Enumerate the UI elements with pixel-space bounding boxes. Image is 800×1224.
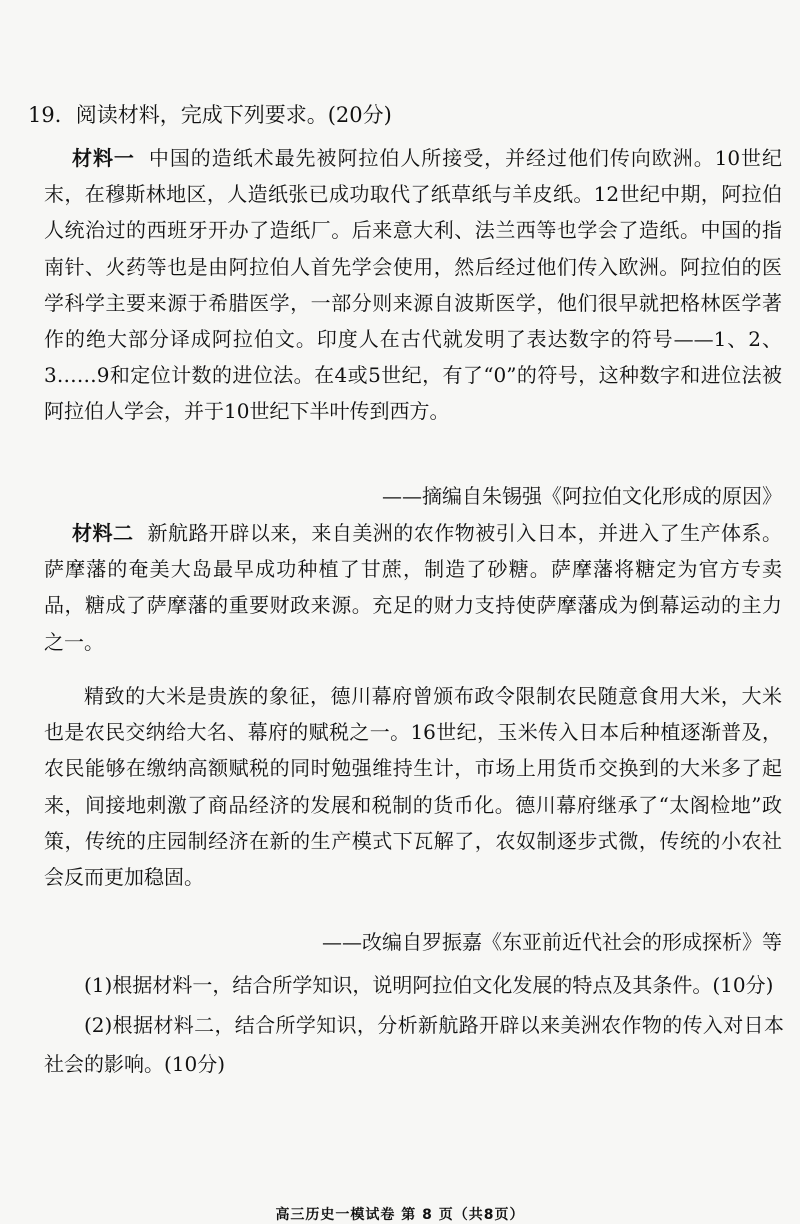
task-one: (1)根据材料一，结合所学知识，说明阿拉伯文化发展的特点及其条件。(10分) <box>84 973 774 997</box>
page-footer: 高三历史一模试卷 第 8 页（共8页） <box>275 1207 525 1223</box>
material-one-paragraph <box>44 140 782 430</box>
material-two-paragraph-1 <box>44 515 782 660</box>
material-one-source: ——摘编自朱锡强《阿拉伯文化形成的原因》 <box>382 484 782 508</box>
material-two-source: ——改编自罗振嘉《东亚前近代社会的形成探析》等 <box>322 930 782 954</box>
task-two: (2)根据材料二，结合所学知识，分析新航路开辟以来美洲农作物的传入对日本社会的影响。(10分) <box>44 1013 784 1076</box>
question-title: 19．阅读材料，完成下列要求。(20分) <box>28 103 392 127</box>
material-two-paragraph-2: 精致的大米是贵族的象征，德川幕府曾颁布政令限制农民随意食用大米，大米也是农民交纳给大名、幕府的赋税之一。16世纪，玉米传入日本后种植逐渐普及，农民能够在缴纳高额赋税的同时勉强维持生计，市场上用货币交换到的大米多了起来，间接地刺激了商品经济的发展和税制的货币化。德川幕府继承了“太阁检地”政策，传统的庄园制经济在新的生产模式下瓦解了，农奴制逐步式微，传统的小农社会反而更加稳固。 <box>44 684 782 890</box>
material-two-text-1: 新航路开辟以来，来自美洲的农作物被引入日本，并进入了生产体系。萨摩藩的奄美大岛最早成功种植了甘蔗，制造了砂糖。萨摩藩将糖定为官方专卖品，糖成了萨摩藩的重要财政来源。充足的财力支持使萨摩藩成为倒幕运动的主力之一。 <box>44 521 783 654</box>
material-two-label: 材料二 <box>72 521 134 545</box>
material-one-text: 中国的造纸术最先被阿拉伯人所接受，并经过他们传向欧洲。10世纪末，在穆斯林地区，人造纸张已成功取代了纸草纸与羊皮纸。12世纪中期，阿拉伯人统治过的西班牙开办了造纸厂。后来意大利、法兰西等也学会了造纸。中国的指南针、火药等也是由阿拉伯人首先学会使用，然后经过他们传入欧洲。阿拉伯的医学科学主要来源于希腊医学，一部分则来源自波斯医学，他们很早就把格林医学著作的绝大部分译成阿拉伯文。印度人在古代就发明了表达数字的符号——1、2、3……9和定位计数的进位法。在4或5世纪，有了“0”的符号，这种数字和进位法被阿拉伯人学会，并于10世纪下半叶传到西方。 <box>44 146 783 424</box>
material-one-label: 材料一 <box>72 146 135 170</box>
